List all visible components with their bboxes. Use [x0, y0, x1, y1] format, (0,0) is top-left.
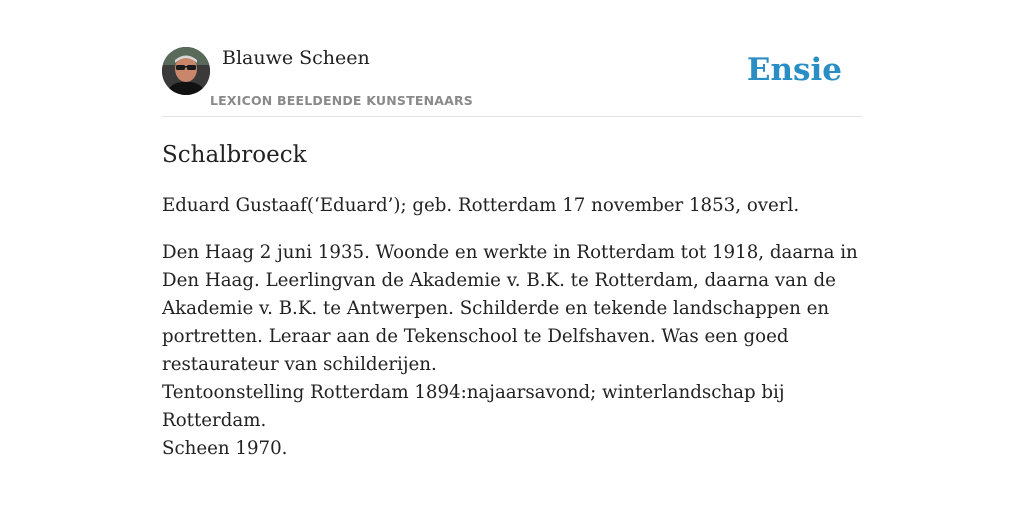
author-name[interactable]: Blauwe Scheen — [222, 47, 370, 69]
page — [162, 0, 862, 459]
entry-title: Schalbroeck — [162, 142, 307, 168]
brand-logo[interactable]: Ensie — [746, 52, 842, 88]
avatar-portrait-icon — [162, 47, 210, 95]
header — [162, 0, 862, 117]
paragraph-source: Scheen 1970. — [162, 438, 288, 459]
author-avatar[interactable] — [162, 47, 210, 95]
paragraph-intro: Eduard Gustaaf(‘Eduard’); geb. Rotterdam 17 november 1853, overl. — [162, 195, 800, 216]
paragraph-biography: Den Haag 2 juni 1935. Woonde en werkte in Rotterdam tot 1918, daarna in Den Haag. Leerlingvan de Akademie v. B.K. te Rotterdam, daarna van de Akademie v. B.K. te Antwerpen. Schilderde en tekende landschappen en portretten. Leraar aan de Tekenschool te Delfshaven. Was een goed restaurateur van schilderijen. — [162, 242, 858, 375]
paragraph-exhibition: Tentoonstelling Rotterdam 1894:najaarsavond; winterlandschap bij Rotterdam. — [162, 382, 785, 431]
category-label[interactable]: LEXICON BEELDENDE KUNSTENAARS — [210, 93, 474, 108]
